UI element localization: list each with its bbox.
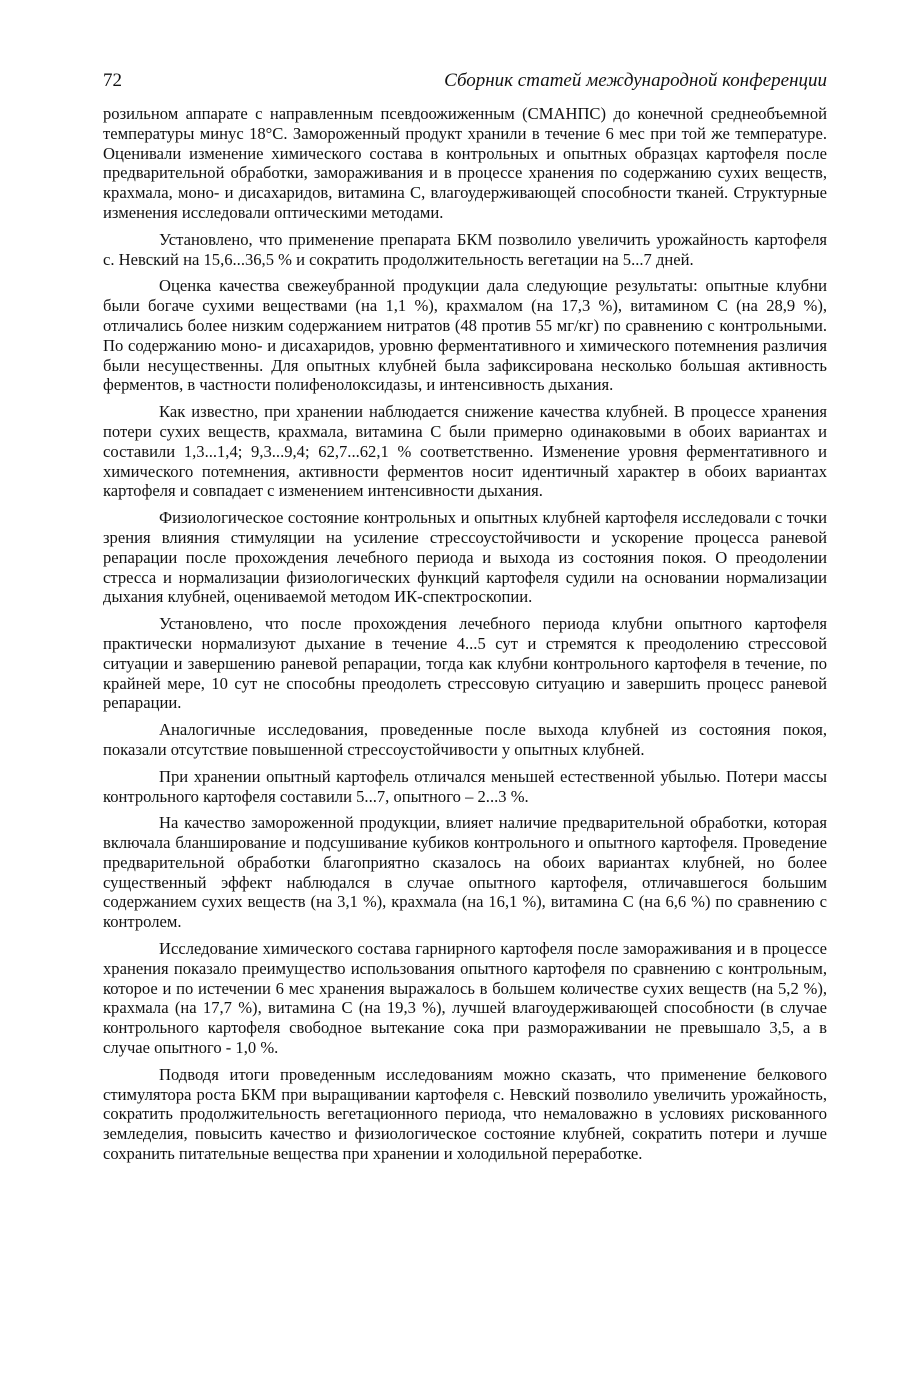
paragraph: Исследование химического состава гарнирного картофеля после замораживания и в процессе хранения показало преимущество использования опытного картофеля по сравнению с контрольным, которое и по истечении 6 мес хранения выражалось в большем количестве сухих веществ (на 5,2 %), крахмала (на 17,7 %), витамина С (на 19,3 %), лучшей влагоудерживающей способности (в случае контрольного картофеля свободное вытекание сока при размораживании не превышало 3,5, а в случае опытного - 1,0 %. [103,939,827,1058]
running-title: Сборник статей международной конференции [444,70,827,91]
paragraph: Как известно, при хранении наблюдается снижение качества клубней. В процессе хранения потери сухих веществ, крахмала, витамина С были примерно одинаковыми в обоих вариантах и составили 1,3...1,4; 9,3...9,4; 62,7...62,1 % соответственно. Изменение уровня ферментативного и химического потемнения, активности ферментов носит идентичный характер в обоих вариантах картофеля и совпадает с изменением интенсивности дыхания. [103,402,827,501]
paragraph: Установлено, что после прохождения лечебного периода клубни опытного картофеля практически нормализуют дыхание в течение 4...5 сут и стремятся к преодолению стрессовой ситуации и завершению раневой репарации, тогда как клубни контрольного картофеля в течение, по крайней мере, 10 сут не способны преодолеть стрессовую ситуацию и завершить процесс раневой репарации. [103,614,827,713]
page-header [103,70,827,98]
paragraph: Аналогичные исследования, проведенные после выхода клубней из состояния покоя, показали отсутствие повышенной стрессоустойчивости у опытных клубней. [103,720,827,759]
paragraph: При хранении опытный картофель отличался меньшей естественной убылью. Потери массы контрольного картофеля составили 5...7, опытного – 2...3 %. [103,766,827,806]
article-body [103,104,827,1171]
paragraph: Физиологическое состояние контрольных и опытных клубней картофеля исследовали с точки зрения влияния стимуляции на усиление стрессоустойчивости и ускорение процесса раневой репарации после прохождения лечебного периода и выхода из состояния покоя. О преодолении стресса и нормализации физиологических функций картофеля судили на основании нормализации дыхания клубней, оцениваемой методом ИК-спектроскопии. [103,508,827,607]
paragraph: Установлено, что применение препарата БКМ позволило увеличить урожайность картофеля с. Невский на 15,6...36,5 % и сократить продолжительность вегетации на 5...7 дней. [103,229,827,269]
paragraph: Оценка качества свежеубранной продукции дала следующие результаты: опытные клубни были богаче сухими веществами (на 1,1 %), крахмалом (на 17,3 %), витамином С (на 28,9 %), отличались более низким содержанием нитратов (48 против 55 мг/кг) по сравнению с контрольными. По содержанию моно- и дисахаридов, уровню ферментативного и химического потемнения различия были несущественны. Для опытных клубней была зафиксирована несколько большая активность ферментов, в частности полифенолоксидазы, и интенсивность дыхания. [103,276,827,395]
paragraph: На качество замороженной продукции, влияет наличие предварительной обработки, которая включала бланширование и подсушивание кубиков контрольного и опытного картофеля. Проведение предварительной обработки благоприятно сказалось на обоих вариантах клубней, но более существенный эффект наблюдался в случае опытного картофеля, отличавшегося большим содержанием сухих веществ (на 3,1 %), крахмала (на 16,1 %), витамина С (на 6,6 %) по сравнению с контролем. [103,813,827,932]
paragraph: Подводя итоги проведенным исследованиям можно сказать, что применение белкового стимулятора роста БКМ при выращивании картофеля с. Невский позволило увеличить урожайность, сократить продолжительность вегетационного периода, что немаловажно в условиях рискованного земледелия, повысить качество и физиологическое состояние клубней, сократить потери и лучше сохранить питательные вещества при хранении и холодильной переработке. [103,1064,827,1164]
paragraph-continued: розильном аппарате с направленным псевдоожиженным (СМАНПС) до конечной среднеобъемной температуры минус 18°С. Замороженный продукт хранили в течение 6 мес при той же температуре. Оценивали изменение химического состава в контрольных и опытных образцах картофеля после предварительной обработки, замораживания и в процессе хранения по содержанию сухих веществ, крахмала, моно- и дисахаридов, витамина С, влагоудерживающей способности тканей. Структурные изменения исследовали оптическими методами. [103,104,827,222]
page-number: 72 [103,70,122,91]
